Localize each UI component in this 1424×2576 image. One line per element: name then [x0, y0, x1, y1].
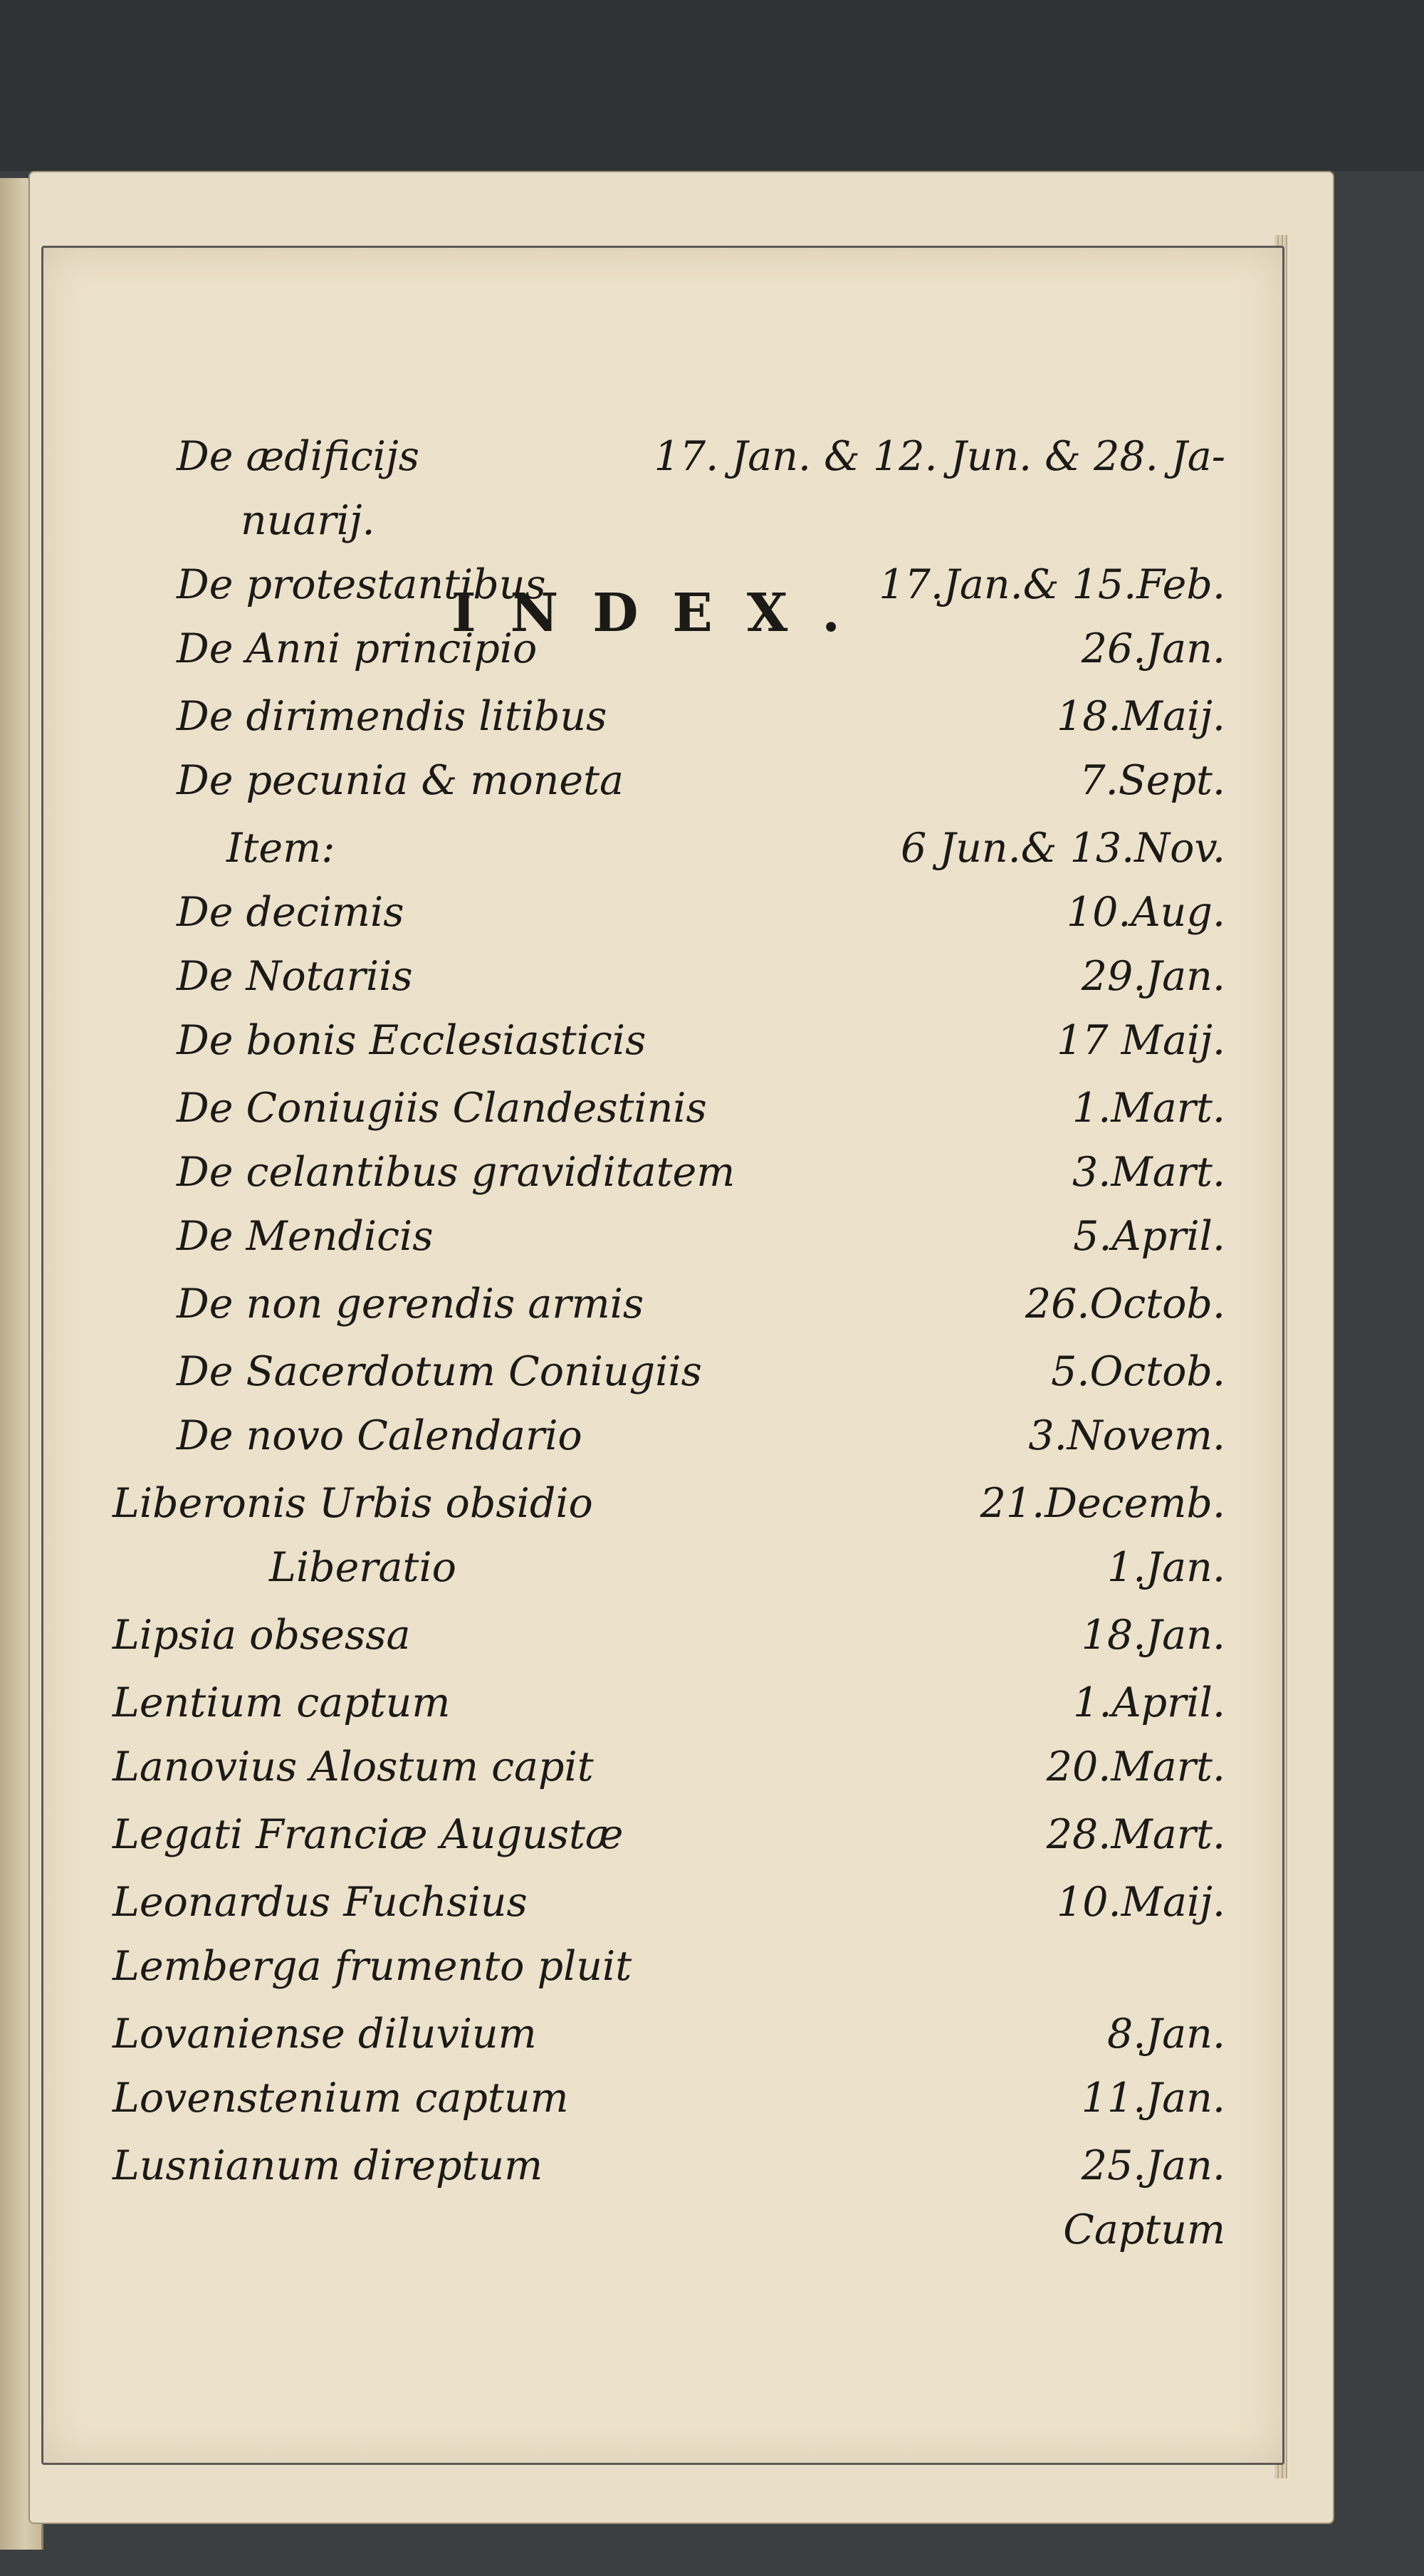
index-entry-text: Lovenstenium captum: [112, 2075, 569, 2122]
index-entry-text: De decimis: [177, 889, 404, 936]
index-entry-reference: 5.April.: [1073, 1213, 1225, 1260]
index-entry-reference: 10.Aug.: [1066, 889, 1225, 936]
index-entry-reference: 17.Jan.& 15.Feb.: [879, 561, 1225, 608]
index-entry-reference: 3.Mart.: [1072, 1149, 1225, 1196]
index-entry-text: De protestantibus: [177, 561, 546, 608]
index-entry-text: Legati Franciæ Augustæ: [112, 1811, 624, 1858]
index-entry-reference: 21.Decemb.: [980, 1480, 1225, 1527]
dark-background: [0, 0, 1424, 171]
index-entry-text: Lentium captum: [112, 1679, 451, 1726]
index-entry-reference: 28.Mart.: [1046, 1811, 1225, 1858]
book-page: [41, 246, 1284, 2465]
index-entry-text: Lusnianum direptum: [112, 2142, 543, 2189]
index-entry-reference: 5.Octob.: [1051, 1348, 1225, 1395]
index-entry-text: De non gerendis armis: [177, 1281, 644, 1328]
index-entry-text: Item:: [226, 825, 335, 872]
index-entry-text: De Mendicis: [177, 1213, 434, 1260]
index-entry-text: Liberonis Urbis obsidio: [112, 1480, 593, 1527]
index-entry-text: De Sacerdotum Coniugiis: [177, 1348, 702, 1395]
index-entry-reference: 8.Jan.: [1106, 2011, 1225, 2058]
index-entry-reference: 1.Jan.: [1106, 1544, 1225, 1591]
index-entry-text: De Notariis: [177, 953, 413, 1000]
index-entry-reference: 29.Jan.: [1081, 953, 1225, 1000]
index-entry-text: nuarij.: [241, 497, 375, 544]
index-entry-reference: 17. Jan. & 12. Jun. & 28. Ja-: [654, 433, 1225, 480]
index-entry-reference: 1.April.: [1073, 1679, 1225, 1726]
index-entry-reference: 3.Novem.: [1028, 1412, 1225, 1459]
index-entry-reference: 6 Jun.& 13.Nov.: [900, 825, 1225, 872]
index-entry-text: De ædificijs: [177, 433, 419, 480]
index-entry-reference: 20.Mart.: [1046, 1743, 1225, 1790]
index-entry-text: Liberatio: [269, 1544, 456, 1591]
index-entry-reference: 26.Octob.: [1025, 1281, 1225, 1328]
index-entry-text: De dirimendis litibus: [177, 693, 607, 740]
index-entry-reference: 7.Sept.: [1079, 757, 1225, 804]
index-entry-text: Lipsia obsessa: [112, 1612, 411, 1659]
page-title: INDEX.: [451, 583, 874, 644]
index-entry-text: De celantibus graviditatem: [177, 1149, 735, 1196]
index-entry-text: De pecunia & moneta: [177, 757, 624, 804]
index-entry-text: Lovaniense diluvium: [112, 2011, 537, 2058]
index-entry-text: Lanovius Alostum capit: [112, 1743, 594, 1790]
index-entry-reference: 18.Maij.: [1056, 693, 1225, 740]
index-entry-reference: 25.Jan.: [1081, 2142, 1225, 2189]
index-entry-text: De novo Calendario: [177, 1412, 582, 1459]
index-entry-reference: 10.Maij.: [1056, 1879, 1225, 1926]
index-entry-reference: 26.Jan.: [1081, 625, 1225, 672]
index-entry-text: De Anni principio: [177, 625, 538, 672]
index-entry-reference: Captum: [1063, 2206, 1225, 2253]
index-entry-text: De bonis Ecclesiasticis: [177, 1017, 646, 1064]
index-entry-reference: 11.Jan.: [1081, 2075, 1225, 2122]
index-entry-text: De Coniugiis Clandestinis: [177, 1085, 707, 1132]
index-entry-reference: 18.Jan.: [1081, 1612, 1225, 1659]
index-entry-reference: 1.Mart.: [1072, 1085, 1225, 1132]
index-entry-text: Leonardus Fuchsius: [112, 1879, 528, 1926]
index-entry-text: Lemberga frumento pluit: [112, 1943, 632, 1990]
index-entry-reference: 17 Maij.: [1056, 1017, 1225, 1064]
